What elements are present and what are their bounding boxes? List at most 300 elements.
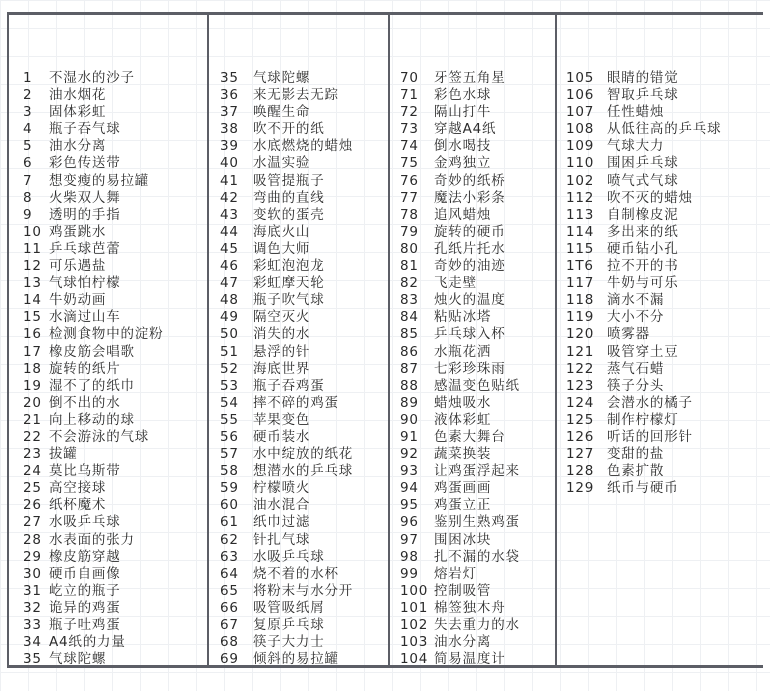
item-title: 鸡蛋画画 xyxy=(434,480,492,497)
item-number: 120 xyxy=(566,326,595,343)
list-item xyxy=(220,326,388,343)
list-item xyxy=(400,207,555,224)
item-number: 67 xyxy=(220,617,239,633)
item-number: 8 xyxy=(23,189,33,206)
item-title: 从低往高的乒乓球 xyxy=(607,121,722,138)
list-item xyxy=(400,480,555,497)
item-number: 27 xyxy=(23,514,42,531)
item-title: 围困乒乓球 xyxy=(607,155,679,172)
item-title: 检测食物中的淀粉 xyxy=(49,326,164,343)
item-title: 听话的回形针 xyxy=(607,428,693,445)
item-title: 高空接球 xyxy=(49,480,107,497)
item-number: 46 xyxy=(220,258,239,275)
list-item xyxy=(23,292,207,309)
item-number: 23 xyxy=(23,446,42,463)
item-title: 拉不开的书 xyxy=(607,258,679,275)
item-title: 扎不漏的水袋 xyxy=(434,548,520,565)
list-item xyxy=(566,275,763,292)
column-4 xyxy=(557,15,763,665)
item-number: 59 xyxy=(220,480,239,497)
item-title: 控制吸管 xyxy=(434,582,492,599)
item-title: 水中绽放的纸花 xyxy=(253,446,354,463)
item-number: 109 xyxy=(566,138,595,155)
list-item xyxy=(400,155,555,172)
item-title: 将粉末与水分开 xyxy=(253,582,354,599)
item-number: 31 xyxy=(23,582,42,599)
item-number: 95 xyxy=(400,497,419,514)
item-number: 63 xyxy=(220,548,239,565)
list-item xyxy=(400,566,555,583)
item-title: 让鸡蛋浮起来 xyxy=(434,463,520,480)
item-title: 水滴过山车 xyxy=(49,309,121,326)
list-item xyxy=(400,87,555,104)
item-title: 针扎气球 xyxy=(253,531,311,548)
list-item xyxy=(400,429,555,446)
item-title: 鸡蛋立正 xyxy=(434,497,492,514)
item-number: 10 xyxy=(23,223,42,240)
list-item xyxy=(220,600,388,617)
item-title: 可乐遇盐 xyxy=(49,258,107,275)
item-title: 硬币装水 xyxy=(253,428,311,445)
item-title: 气球陀螺 xyxy=(49,651,107,668)
list-item xyxy=(23,190,207,207)
list-item xyxy=(220,480,388,497)
item-title: 彩色传送带 xyxy=(49,155,121,172)
item-number: 121 xyxy=(566,343,595,360)
list-item xyxy=(400,361,555,378)
item-number: 26 xyxy=(23,497,42,514)
item-number: 73 xyxy=(400,121,419,138)
item-title: 水表面的张力 xyxy=(49,531,135,548)
list-item xyxy=(220,617,388,634)
list-item xyxy=(220,583,388,600)
item-title: 滴水不漏 xyxy=(607,292,665,309)
column-1-list xyxy=(9,70,207,668)
list-item xyxy=(23,566,207,583)
list-item xyxy=(566,326,763,343)
item-title: 纸巾过滤 xyxy=(253,514,311,531)
item-title: 湿不了的纸巾 xyxy=(49,377,135,394)
list-item xyxy=(220,344,388,361)
item-number: 105 xyxy=(566,70,595,86)
list-item xyxy=(23,480,207,497)
item-number: 58 xyxy=(220,463,239,480)
item-number: 103 xyxy=(400,634,429,651)
list-item xyxy=(566,429,763,446)
item-title: 海底世界 xyxy=(253,360,311,377)
list-item xyxy=(220,87,388,104)
item-title: 牛奶动画 xyxy=(49,292,107,309)
list-item xyxy=(400,292,555,309)
item-number: 33 xyxy=(23,617,42,633)
item-title: 飞走壁 xyxy=(434,275,477,292)
item-number: 28 xyxy=(23,531,42,548)
list-item xyxy=(220,224,388,241)
list-item xyxy=(220,155,388,172)
list-item xyxy=(220,651,388,668)
list-item xyxy=(400,104,555,121)
item-title: 火柴双人舞 xyxy=(49,189,121,206)
list-item xyxy=(566,395,763,412)
item-number: 108 xyxy=(566,121,595,138)
item-title: 想变瘦的易拉罐 xyxy=(49,172,150,189)
item-title: 蜡烛吸水 xyxy=(434,394,492,411)
item-number: 81 xyxy=(400,258,419,275)
list-item xyxy=(220,104,388,121)
item-number: 47 xyxy=(220,275,239,292)
item-title: 复原乒乓球 xyxy=(253,617,325,633)
item-title: 简易温度计 xyxy=(434,651,506,668)
item-number: 48 xyxy=(220,292,239,309)
item-number: 55 xyxy=(220,411,239,428)
item-title: 消失的水 xyxy=(253,326,311,343)
list-item xyxy=(23,258,207,275)
list-item xyxy=(23,104,207,121)
item-number: 37 xyxy=(220,104,239,121)
list-item xyxy=(23,309,207,326)
item-title: 悬浮的针 xyxy=(253,343,311,360)
item-title: 任性蜡烛 xyxy=(607,104,665,121)
item-number: 100 xyxy=(400,582,429,599)
item-number: 118 xyxy=(566,292,595,309)
list-item xyxy=(23,549,207,566)
item-title: 变软的蛋壳 xyxy=(253,206,325,223)
item-number: 9 xyxy=(23,206,33,223)
list-item xyxy=(23,224,207,241)
item-title: 调色大师 xyxy=(253,240,311,257)
list-item xyxy=(400,532,555,549)
item-number: 60 xyxy=(220,497,239,514)
item-number: 112 xyxy=(566,189,595,206)
list-item xyxy=(400,224,555,241)
item-number: 39 xyxy=(220,138,239,155)
list-item xyxy=(400,326,555,343)
list-item xyxy=(400,138,555,155)
item-title: 海底火山 xyxy=(253,223,311,240)
item-title: 瓶子吞鸡蛋 xyxy=(253,377,325,394)
item-title: 水吸乒乓球 xyxy=(49,514,121,531)
item-number: 13 xyxy=(23,275,42,292)
item-title: 熔岩灯 xyxy=(434,565,477,582)
item-title: 纸币与硬币 xyxy=(607,480,679,497)
list-item xyxy=(566,173,763,190)
list-item xyxy=(23,275,207,292)
list-item xyxy=(400,412,555,429)
item-title: 旋转的纸片 xyxy=(49,360,121,377)
item-number: 126 xyxy=(566,428,595,445)
item-title: 蒸气石蜡 xyxy=(607,360,665,377)
item-title: 制作柠檬灯 xyxy=(607,411,679,428)
item-number: 7 xyxy=(23,172,33,189)
item-number: 14 xyxy=(23,292,42,309)
list-item xyxy=(566,258,763,275)
list-item xyxy=(23,155,207,172)
item-title: 围困冰块 xyxy=(434,531,492,548)
item-number: 70 xyxy=(400,70,419,86)
list-item xyxy=(23,446,207,463)
item-number: 36 xyxy=(220,87,239,104)
item-number: 102 xyxy=(566,172,595,189)
item-title: 倒不出的水 xyxy=(49,394,121,411)
list-item xyxy=(400,395,555,412)
item-number: 119 xyxy=(566,309,595,326)
list-item xyxy=(566,344,763,361)
item-title: 隔空灭火 xyxy=(253,309,311,326)
item-number: 16 xyxy=(23,326,42,343)
item-number: 57 xyxy=(220,446,239,463)
item-title: 粘贴冰塔 xyxy=(434,309,492,326)
list-item xyxy=(220,378,388,395)
item-title: 喷气式气球 xyxy=(607,172,679,189)
item-title: 硬币自画像 xyxy=(49,565,121,582)
list-item xyxy=(220,395,388,412)
list-item xyxy=(400,617,555,634)
item-number: 93 xyxy=(400,463,419,480)
list-item xyxy=(400,275,555,292)
item-title: 瓶子吞气球 xyxy=(49,121,121,138)
item-number: 54 xyxy=(220,394,239,411)
experiment-list-table xyxy=(7,12,763,668)
item-number: 83 xyxy=(400,292,419,309)
item-title: 吸管提瓶子 xyxy=(253,172,325,189)
item-title: 七彩珍珠雨 xyxy=(434,360,506,377)
list-item xyxy=(566,241,763,258)
item-title: 纸杯魔术 xyxy=(49,497,107,514)
list-item xyxy=(23,326,207,343)
item-title: 来无影去无踪 xyxy=(253,87,339,104)
item-number: 1 xyxy=(23,70,33,86)
item-title: 大小不分 xyxy=(607,309,665,326)
list-item xyxy=(400,121,555,138)
item-title: 乒乓球入杯 xyxy=(434,326,506,343)
item-number: 69 xyxy=(220,651,239,668)
item-title: 多出来的纸 xyxy=(607,223,679,240)
item-number: 113 xyxy=(566,206,595,223)
list-item xyxy=(23,412,207,429)
list-item xyxy=(23,583,207,600)
item-number: 89 xyxy=(400,394,419,411)
item-number: 71 xyxy=(400,87,419,104)
list-item xyxy=(400,446,555,463)
list-item xyxy=(400,344,555,361)
item-number: 11 xyxy=(23,240,42,257)
item-number: 25 xyxy=(23,480,42,497)
item-title: 透明的手指 xyxy=(49,206,121,223)
item-number: 12 xyxy=(23,258,42,275)
list-item xyxy=(220,241,388,258)
item-title: 会潜水的橘子 xyxy=(607,394,693,411)
item-number: 68 xyxy=(220,634,239,651)
item-number: 127 xyxy=(566,446,595,463)
list-item xyxy=(220,173,388,190)
item-title: 柠檬喷火 xyxy=(253,480,311,497)
item-title: 拔罐 xyxy=(49,446,78,463)
item-title: 液体彩虹 xyxy=(434,411,492,428)
item-title: 鉴别生熟鸡蛋 xyxy=(434,514,520,531)
item-number: 53 xyxy=(220,377,239,394)
item-number: 122 xyxy=(566,360,595,377)
item-title: 水吸乒乓球 xyxy=(253,548,325,565)
item-title: 不湿水的沙子 xyxy=(49,70,135,86)
list-item xyxy=(220,532,388,549)
item-number: 96 xyxy=(400,514,419,531)
item-number: 19 xyxy=(23,377,42,394)
item-number: 115 xyxy=(566,240,595,257)
item-number: 30 xyxy=(23,565,42,582)
item-number: 35 xyxy=(23,651,42,668)
list-item xyxy=(23,514,207,531)
item-title: 筷子大力士 xyxy=(253,634,325,651)
list-item xyxy=(23,138,207,155)
column-2 xyxy=(209,15,390,668)
list-item xyxy=(23,173,207,190)
item-number: 29 xyxy=(23,548,42,565)
item-number: 51 xyxy=(220,343,239,360)
item-number: 125 xyxy=(566,411,595,428)
list-item xyxy=(23,651,207,668)
list-item xyxy=(566,463,763,480)
item-title: 吸管吸纸屑 xyxy=(253,599,325,616)
item-number: 76 xyxy=(400,172,419,189)
list-item xyxy=(220,275,388,292)
item-number: 106 xyxy=(566,87,595,104)
item-number: 101 xyxy=(400,599,429,616)
item-title: 烛火的温度 xyxy=(434,292,506,309)
list-item xyxy=(566,378,763,395)
list-item xyxy=(220,207,388,224)
list-item xyxy=(220,190,388,207)
list-item xyxy=(23,463,207,480)
list-item xyxy=(23,395,207,412)
item-title: 色素扩散 xyxy=(607,463,665,480)
list-item xyxy=(220,549,388,566)
list-item xyxy=(566,121,763,138)
list-item xyxy=(23,429,207,446)
list-item xyxy=(220,429,388,446)
item-number: 85 xyxy=(400,326,419,343)
item-number: 3 xyxy=(23,104,33,121)
list-item xyxy=(220,309,388,326)
list-item xyxy=(400,514,555,531)
item-title: 失去重力的水 xyxy=(434,617,520,633)
item-number: 82 xyxy=(400,275,419,292)
item-number: 18 xyxy=(23,360,42,377)
list-item xyxy=(400,378,555,395)
item-title: 喷雾器 xyxy=(607,326,650,343)
list-item xyxy=(23,344,207,361)
item-title: 变甜的盐 xyxy=(607,446,665,463)
item-title: 筷子分头 xyxy=(607,377,665,394)
list-item xyxy=(23,87,207,104)
item-number: 88 xyxy=(400,377,419,394)
list-item xyxy=(23,121,207,138)
item-number: 65 xyxy=(220,582,239,599)
item-title: 牛奶与可乐 xyxy=(607,275,679,292)
item-title: 弯曲的直线 xyxy=(253,189,325,206)
list-item xyxy=(400,583,555,600)
item-title: 吸管穿土豆 xyxy=(607,343,679,360)
item-title: 金鸡独立 xyxy=(434,155,492,172)
item-number: 66 xyxy=(220,599,239,616)
column-1 xyxy=(9,15,209,668)
item-number: 32 xyxy=(23,599,42,616)
item-number: 99 xyxy=(400,565,419,582)
item-number: 79 xyxy=(400,223,419,240)
item-title: 蔬菜换装 xyxy=(434,446,492,463)
item-title: 棉签独木舟 xyxy=(434,599,506,616)
list-item xyxy=(23,378,207,395)
list-item xyxy=(220,412,388,429)
item-title: 向上移动的球 xyxy=(49,411,135,428)
item-number: 117 xyxy=(566,275,595,292)
item-number: 40 xyxy=(220,155,239,172)
item-number: 92 xyxy=(400,446,419,463)
list-item xyxy=(220,514,388,531)
item-title: 吹不开的纸 xyxy=(253,121,325,138)
item-number: 22 xyxy=(23,428,42,445)
item-title: 自制橡皮泥 xyxy=(607,206,679,223)
item-title: 瓶子吐鸡蛋 xyxy=(49,617,121,633)
list-item xyxy=(566,155,763,172)
item-number: 35 xyxy=(220,70,239,86)
item-title: 水温实验 xyxy=(253,155,311,172)
item-title: A4纸的力量 xyxy=(49,634,126,651)
item-title: 苹果变色 xyxy=(253,411,311,428)
item-title: 屹立的瓶子 xyxy=(49,582,121,599)
item-number: 129 xyxy=(566,480,595,497)
column-4-list xyxy=(557,70,763,497)
list-item xyxy=(400,634,555,651)
list-item xyxy=(400,600,555,617)
item-number: 78 xyxy=(400,206,419,223)
item-title: 想潜水的乒乓球 xyxy=(253,463,354,480)
list-item xyxy=(23,532,207,549)
list-item xyxy=(566,412,763,429)
list-item xyxy=(220,497,388,514)
item-number: 45 xyxy=(220,240,239,257)
item-title: 水瓶花洒 xyxy=(434,343,492,360)
item-title: 油水烟花 xyxy=(49,87,107,104)
item-number: 98 xyxy=(400,548,419,565)
item-number: 128 xyxy=(566,463,595,480)
item-number: 107 xyxy=(566,104,595,121)
item-number: 56 xyxy=(220,428,239,445)
list-item xyxy=(566,292,763,309)
list-item xyxy=(566,70,763,87)
item-title: 奇妙的纸桥 xyxy=(434,172,506,189)
item-number: 110 xyxy=(566,155,595,172)
list-item xyxy=(400,190,555,207)
item-number: 17 xyxy=(23,343,42,360)
list-item xyxy=(23,70,207,87)
item-title: 硬币钻小孔 xyxy=(607,240,679,257)
list-item xyxy=(220,70,388,87)
item-number: 87 xyxy=(400,360,419,377)
list-item xyxy=(220,463,388,480)
item-title: 彩虹摩天轮 xyxy=(253,275,325,292)
list-item xyxy=(400,258,555,275)
item-number: 102 xyxy=(400,617,429,633)
item-number: 77 xyxy=(400,189,419,206)
item-title: 孔纸片托水 xyxy=(434,240,506,257)
list-item xyxy=(23,600,207,617)
list-item xyxy=(400,549,555,566)
list-item xyxy=(220,292,388,309)
list-item xyxy=(23,634,207,651)
list-item xyxy=(220,634,388,651)
item-title: 奇妙的油迹 xyxy=(434,258,506,275)
list-item xyxy=(566,87,763,104)
